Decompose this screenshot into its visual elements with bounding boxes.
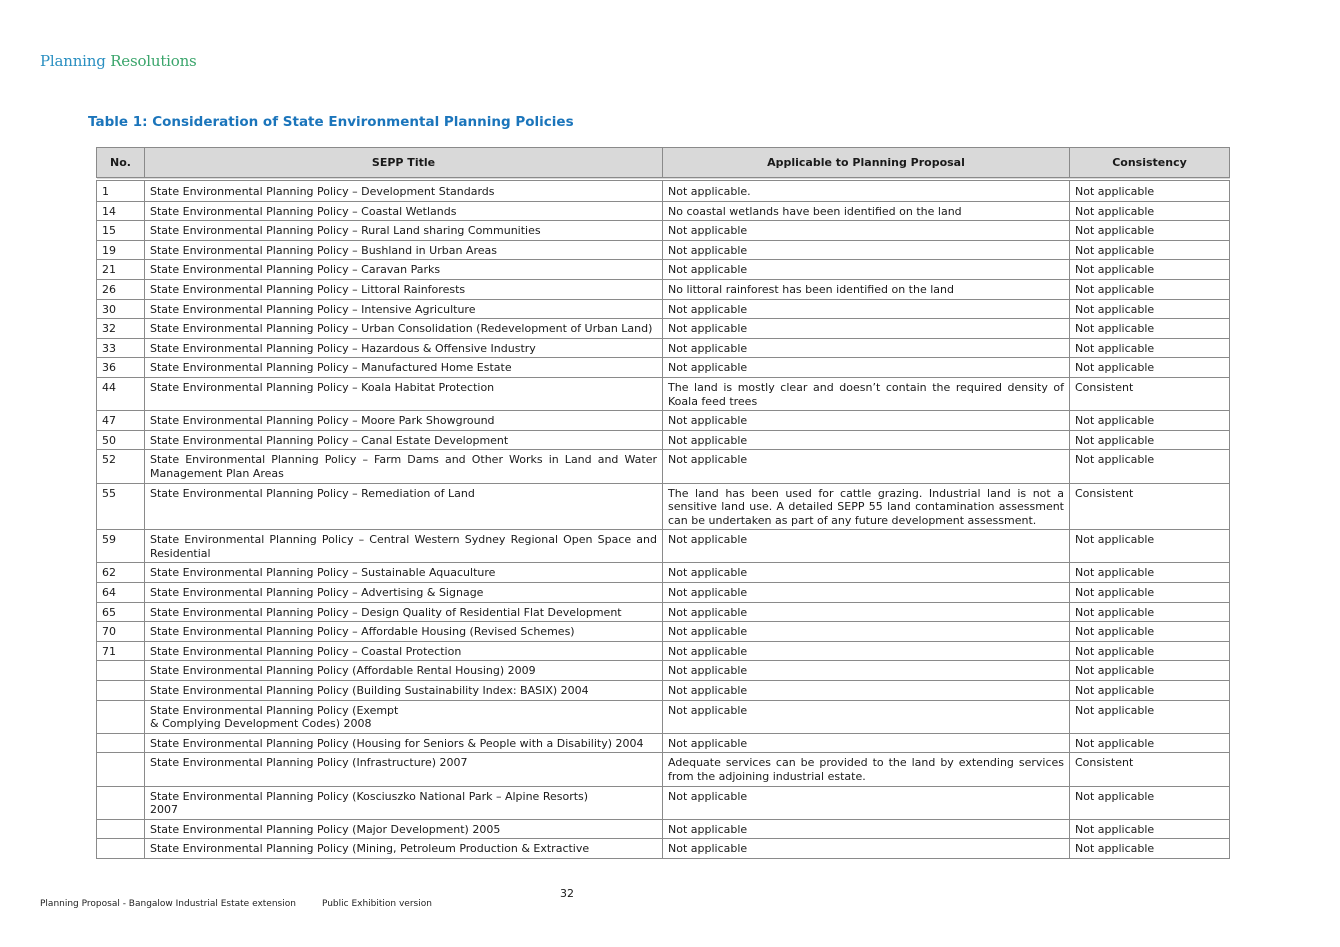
cell-applicability: Not applicable (663, 819, 1070, 839)
cell-applicability: Not applicable (663, 839, 1070, 859)
cell-consistency: Not applicable (1070, 358, 1230, 378)
cell-sepp-title: State Environmental Planning Policy – Canal Estate Development (145, 430, 663, 450)
brand-word-planning: Planning (40, 52, 111, 70)
table-row (97, 240, 1230, 260)
cell-consistency: Not applicable (1070, 338, 1230, 358)
table-row (97, 483, 1230, 530)
table-row (97, 358, 1230, 378)
cell-consistency: Not applicable (1070, 622, 1230, 642)
table-row (97, 450, 1230, 483)
cell-sepp-title: State Environmental Planning Policy – Caravan Parks (145, 260, 663, 280)
cell-number: 26 (97, 279, 145, 299)
cell-applicability: Not applicable (663, 450, 1070, 483)
table-row (97, 681, 1230, 701)
cell-consistency: Not applicable (1070, 681, 1230, 701)
cell-consistency: Not applicable (1070, 733, 1230, 753)
cell-applicability: Not applicable. (663, 179, 1070, 201)
column-header-no: No. (97, 148, 145, 180)
cell-number: 55 (97, 483, 145, 530)
cell-consistency: Not applicable (1070, 661, 1230, 681)
cell-consistency: Not applicable (1070, 450, 1230, 483)
cell-sepp-title: State Environmental Planning Policy (Housing for Seniors & People with a Disability) 2004 (145, 733, 663, 753)
cell-consistency: Not applicable (1070, 221, 1230, 241)
cell-consistency: Not applicable (1070, 530, 1230, 563)
cell-sepp-title: State Environmental Planning Policy – Urban Consolidation (Redevelopment of Urban Land) (145, 319, 663, 339)
cell-consistency: Not applicable (1070, 641, 1230, 661)
cell-consistency: Not applicable (1070, 201, 1230, 221)
cell-number (97, 700, 145, 733)
footer-version: Public Exhibition version (321, 899, 432, 909)
cell-sepp-title: State Environmental Planning Policy – Affordable Housing (Revised Schemes) (145, 622, 663, 642)
table-row (97, 377, 1230, 410)
brand-logo (40, 52, 197, 70)
cell-applicability: Not applicable (663, 240, 1070, 260)
cell-applicability: Not applicable (663, 530, 1070, 563)
cell-sepp-title: State Environmental Planning Policy – Advertising & Signage (145, 583, 663, 603)
cell-applicability: Not applicable (663, 700, 1070, 733)
page-number: 32 (560, 887, 574, 900)
cell-number: 33 (97, 338, 145, 358)
cell-applicability: Not applicable (663, 622, 1070, 642)
cell-number (97, 661, 145, 681)
cell-consistency: Consistent (1070, 483, 1230, 530)
table-row (97, 299, 1230, 319)
cell-number (97, 681, 145, 701)
cell-applicability: Not applicable (663, 563, 1070, 583)
cell-applicability: Not applicable (663, 430, 1070, 450)
cell-consistency: Not applicable (1070, 602, 1230, 622)
cell-sepp-title: State Environmental Planning Policy – Moore Park Showground (145, 411, 663, 431)
table-row (97, 179, 1230, 201)
table-row (97, 661, 1230, 681)
cell-sepp-title: State Environmental Planning Policy – Koala Habitat Protection (145, 377, 663, 410)
cell-number: 70 (97, 622, 145, 642)
table-row (97, 260, 1230, 280)
brand-word-resolutions: Resolutions (110, 52, 197, 70)
cell-number: 71 (97, 641, 145, 661)
cell-number: 59 (97, 530, 145, 563)
cell-sepp-title: State Environmental Planning Policy – Hazardous & Offensive Industry (145, 338, 663, 358)
footer-document-title: Planning Proposal - Bangalow Industrial Estate extension (40, 899, 296, 909)
cell-number: 21 (97, 260, 145, 280)
cell-sepp-title: State Environmental Planning Policy – Intensive Agriculture (145, 299, 663, 319)
cell-applicability: No littoral rainforest has been identified on the land (663, 279, 1070, 299)
table-row (97, 221, 1230, 241)
cell-sepp-title: State Environmental Planning Policy – Sustainable Aquaculture (145, 563, 663, 583)
table-row (97, 819, 1230, 839)
cell-consistency: Not applicable (1070, 240, 1230, 260)
cell-sepp-title: State Environmental Planning Policy (Major Development) 2005 (145, 819, 663, 839)
cell-applicability: No coastal wetlands have been identified on the land (663, 201, 1070, 221)
cell-sepp-title: State Environmental Planning Policy – Farm Dams and Other Works in Land and Water Management Plan Areas (145, 450, 663, 483)
cell-number: 44 (97, 377, 145, 410)
column-header-sepp-title: SEPP Title (145, 148, 663, 180)
cell-consistency: Not applicable (1070, 299, 1230, 319)
cell-consistency: Not applicable (1070, 430, 1230, 450)
table-row (97, 583, 1230, 603)
cell-number: 32 (97, 319, 145, 339)
table-row (97, 411, 1230, 431)
cell-number: 14 (97, 201, 145, 221)
table-row (97, 530, 1230, 563)
cell-applicability: Not applicable (663, 661, 1070, 681)
cell-number: 52 (97, 450, 145, 483)
cell-consistency: Not applicable (1070, 563, 1230, 583)
table-row (97, 201, 1230, 221)
table-row (97, 641, 1230, 661)
cell-consistency: Not applicable (1070, 786, 1230, 819)
table-header-row (97, 148, 1230, 180)
cell-consistency: Not applicable (1070, 700, 1230, 733)
table-row (97, 622, 1230, 642)
page-footer (40, 899, 432, 909)
cell-sepp-title: State Environmental Planning Policy – Design Quality of Residential Flat Development (145, 602, 663, 622)
table-row (97, 338, 1230, 358)
cell-sepp-title: State Environmental Planning Policy (Affordable Rental Housing) 2009 (145, 661, 663, 681)
cell-applicability: Adequate services can be provided to the land by extending services from the adjoining industrial estate. (663, 753, 1070, 786)
cell-number: 15 (97, 221, 145, 241)
column-header-consistency: Consistency (1070, 148, 1230, 180)
cell-sepp-title: State Environmental Planning Policy – Bushland in Urban Areas (145, 240, 663, 260)
table-body (97, 179, 1230, 858)
cell-number: 65 (97, 602, 145, 622)
cell-applicability: Not applicable (663, 260, 1070, 280)
cell-sepp-title: State Environmental Planning Policy – Rural Land sharing Communities (145, 221, 663, 241)
cell-applicability: Not applicable (663, 358, 1070, 378)
table-row (97, 753, 1230, 786)
cell-applicability: Not applicable (663, 733, 1070, 753)
cell-applicability: Not applicable (663, 602, 1070, 622)
cell-consistency: Not applicable (1070, 260, 1230, 280)
table-row (97, 786, 1230, 819)
column-header-applicable: Applicable to Planning Proposal (663, 148, 1070, 180)
table-row (97, 839, 1230, 859)
cell-number: 36 (97, 358, 145, 378)
cell-sepp-title: State Environmental Planning Policy – Central Western Sydney Regional Open Space and Residential (145, 530, 663, 563)
cell-sepp-title: State Environmental Planning Policy – Remediation of Land (145, 483, 663, 530)
cell-number (97, 753, 145, 786)
table-row (97, 733, 1230, 753)
cell-sepp-title: State Environmental Planning Policy – Coastal Wetlands (145, 201, 663, 221)
cell-consistency: Not applicable (1070, 319, 1230, 339)
cell-sepp-title: State Environmental Planning Policy (Kosciuszko National Park – Alpine Resorts) 2007 (145, 786, 663, 819)
table-row (97, 279, 1230, 299)
cell-applicability: Not applicable (663, 299, 1070, 319)
cell-consistency: Not applicable (1070, 839, 1230, 859)
cell-sepp-title: State Environmental Planning Policy – Manufactured Home Estate (145, 358, 663, 378)
cell-consistency: Not applicable (1070, 179, 1230, 201)
cell-number: 62 (97, 563, 145, 583)
cell-number (97, 786, 145, 819)
table-title: Table 1: Consideration of State Environmental Planning Policies (88, 114, 574, 130)
cell-sepp-title: State Environmental Planning Policy (Exempt & Complying Development Codes) 2008 (145, 700, 663, 733)
table-row (97, 700, 1230, 733)
cell-number: 30 (97, 299, 145, 319)
cell-number: 47 (97, 411, 145, 431)
cell-applicability: The land has been used for cattle grazing. Industrial land is not a sensitive land use. A detailed SEPP 55 land contamination assessment can be undertaken as part of any future development assessment. (663, 483, 1070, 530)
cell-applicability: Not applicable (663, 221, 1070, 241)
cell-consistency: Not applicable (1070, 819, 1230, 839)
cell-applicability: Not applicable (663, 411, 1070, 431)
cell-sepp-title: State Environmental Planning Policy – Development Standards (145, 179, 663, 201)
cell-applicability: Not applicable (663, 641, 1070, 661)
table-row (97, 563, 1230, 583)
cell-applicability: Not applicable (663, 338, 1070, 358)
cell-applicability: The land is mostly clear and doesn’t contain the required density of Koala feed trees (663, 377, 1070, 410)
cell-applicability: Not applicable (663, 786, 1070, 819)
cell-consistency: Not applicable (1070, 583, 1230, 603)
cell-sepp-title: State Environmental Planning Policy (Mining, Petroleum Production & Extractive (145, 839, 663, 859)
cell-number: 1 (97, 179, 145, 201)
sepp-table (96, 147, 1230, 859)
cell-number (97, 839, 145, 859)
cell-number: 50 (97, 430, 145, 450)
cell-consistency: Not applicable (1070, 411, 1230, 431)
cell-number: 64 (97, 583, 145, 603)
table-row (97, 602, 1230, 622)
cell-consistency: Consistent (1070, 753, 1230, 786)
cell-number: 19 (97, 240, 145, 260)
cell-number (97, 733, 145, 753)
cell-sepp-title: State Environmental Planning Policy (Building Sustainability Index: BASIX) 2004 (145, 681, 663, 701)
cell-sepp-title: State Environmental Planning Policy (Infrastructure) 2007 (145, 753, 663, 786)
cell-applicability: Not applicable (663, 583, 1070, 603)
cell-sepp-title: State Environmental Planning Policy – Coastal Protection (145, 641, 663, 661)
cell-consistency: Not applicable (1070, 279, 1230, 299)
cell-applicability: Not applicable (663, 319, 1070, 339)
table-row (97, 319, 1230, 339)
cell-number (97, 819, 145, 839)
table-row (97, 430, 1230, 450)
cell-applicability: Not applicable (663, 681, 1070, 701)
cell-sepp-title: State Environmental Planning Policy – Littoral Rainforests (145, 279, 663, 299)
cell-consistency: Consistent (1070, 377, 1230, 410)
